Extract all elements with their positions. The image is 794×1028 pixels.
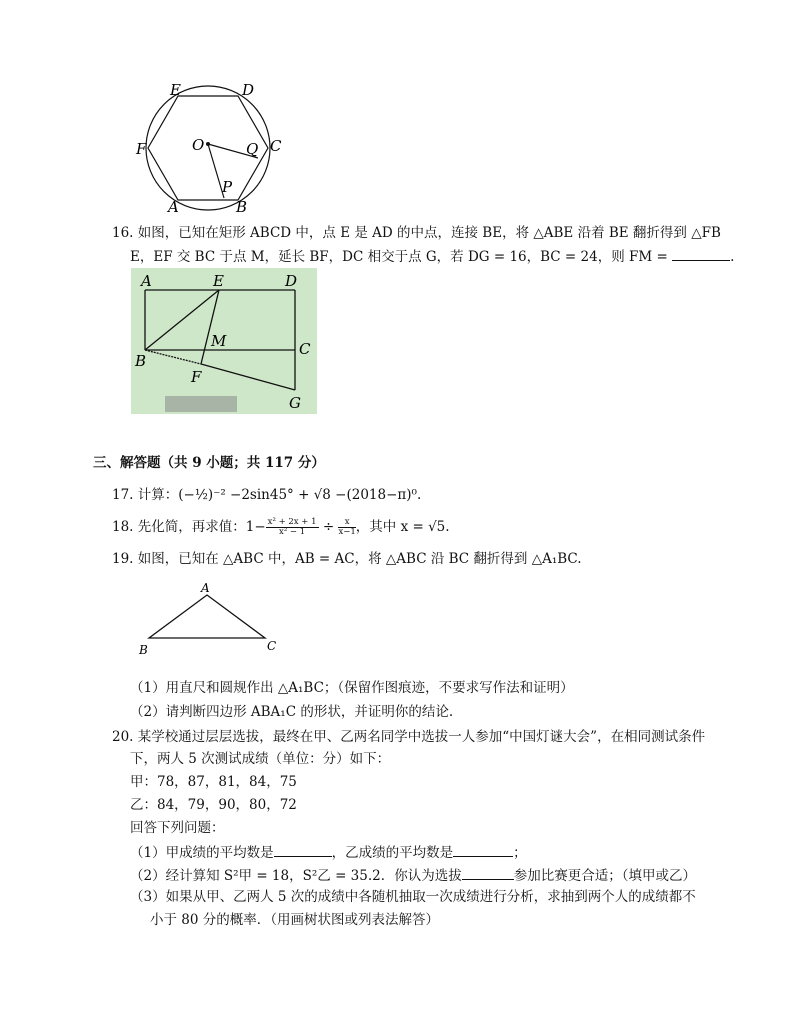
label-o: O bbox=[192, 136, 205, 154]
q18-post: ，其中 x = √5. bbox=[355, 519, 450, 535]
q20-part1-a: （1）甲成绩的平均数是 bbox=[130, 845, 274, 861]
hexagon-circle-figure bbox=[130, 78, 300, 218]
section-3-title: 三、解答题（共 9 小题；共 117 分） bbox=[93, 455, 325, 471]
q16-line2-end: . bbox=[730, 249, 735, 265]
label-c: C bbox=[267, 639, 277, 653]
label-q: Q bbox=[246, 140, 259, 158]
q20-choice-blank[interactable] bbox=[462, 865, 514, 880]
q18-frac1-num: x² + 2x + 1 bbox=[267, 517, 317, 527]
label-a: A bbox=[141, 272, 152, 290]
q20-jia-scores: 甲：78，87，81，84，75 bbox=[130, 774, 297, 790]
label-c: C bbox=[270, 137, 282, 155]
q20-part3-line2: 小于 80 分的概率．（用画树状图或列表法解答） bbox=[150, 912, 440, 928]
q20-yi-mean-blank[interactable] bbox=[453, 842, 513, 857]
q20-part1-b: ，乙成绩的平均数是 bbox=[331, 845, 454, 861]
q18-div: ÷ bbox=[322, 519, 335, 535]
label-d: D bbox=[242, 81, 255, 99]
q19-text: 19. 如图，已知在 △ABC 中，AB = AC，将 △ABC 沿 BC 翻折得到 △A₁BC. bbox=[112, 551, 582, 567]
point-o bbox=[206, 142, 210, 146]
label-d: D bbox=[285, 272, 298, 290]
label-f: F bbox=[136, 140, 147, 158]
label-e: E bbox=[170, 81, 181, 99]
q20-line1: 20. 某学校通过层层选拔，最终在甲、乙两名同学中选拔一人参加“中国灯谜大会”，在相同测试条件 bbox=[112, 729, 706, 745]
q20-part3-line1: （3）如果从甲、乙两人 5 次的成绩中各随机抽取一次成绩进行分析，求抽到两个人的成绩都不 bbox=[130, 889, 696, 905]
q19-part1: （1）用直尺和圆规作出 △A₁BC；（保留作图痕迹，不要求写作法和证明） bbox=[130, 680, 574, 696]
q18-frac1 bbox=[266, 518, 319, 537]
q18-frac1-den: x² − 1 bbox=[279, 527, 306, 537]
q16-line1: 16. 如图，已知在矩形 ABCD 中，点 E 是 AD 的中点，连接 BE，将 △ABE 沿着 BE 翻折得到 △FB bbox=[112, 225, 721, 241]
blurred-watermark bbox=[165, 396, 237, 412]
q20-line2: 下，两人 5 次测试成绩（单位：分）如下： bbox=[130, 751, 391, 767]
label-a: A bbox=[168, 198, 179, 216]
q18-pre: 18. 先化简，再求值：1− bbox=[112, 519, 266, 535]
q17-text: 17. 计算：(−½)⁻² −2sin45° + √8 −(2018−π)⁰. bbox=[112, 487, 422, 503]
label-f: F bbox=[191, 368, 202, 386]
q18-frac2-den: x−1 bbox=[338, 527, 356, 537]
q20-part1 bbox=[130, 842, 527, 862]
triangle-figure bbox=[135, 580, 295, 660]
label-b: B bbox=[236, 198, 248, 216]
q16-line2-text: E，EF 交 BC 于点 M，延长 BF，DC 相交于点 G，若 DG = 16，BC = 24，则 FM = bbox=[130, 249, 668, 265]
q20-part2-b: 参加比赛更合适；（填甲或乙） bbox=[513, 868, 696, 884]
q18-frac2 bbox=[338, 518, 355, 537]
q20-jia-mean-blank[interactable] bbox=[274, 842, 332, 857]
label-m: M bbox=[211, 332, 227, 350]
label-g: G bbox=[289, 394, 301, 412]
q20-part2 bbox=[130, 865, 696, 885]
q18-text bbox=[112, 518, 450, 537]
q20-yi-scores: 乙：84，79，90，80，72 bbox=[130, 797, 297, 813]
q20-part2-a: （2）经计算知 S²甲 = 18，S²乙 = 35.2．你认为选拔 bbox=[130, 868, 462, 884]
label-a: A bbox=[201, 581, 210, 595]
label-e: E bbox=[213, 272, 224, 290]
q18-frac2-num: x bbox=[338, 518, 355, 528]
q16-line2 bbox=[130, 246, 734, 266]
q19-part2: （2）请判断四边形 ABA₁C 的形状，并证明你的结论. bbox=[130, 704, 454, 720]
label-b: B bbox=[135, 352, 147, 370]
label-c: C bbox=[299, 340, 311, 358]
q20-part1-c: ； bbox=[513, 845, 527, 861]
label-p: P bbox=[222, 178, 233, 196]
rectangle-fold-figure bbox=[131, 268, 317, 414]
q20-answer-intro: 回答下列问题： bbox=[130, 820, 225, 836]
q16-answer-blank[interactable] bbox=[672, 246, 730, 261]
label-b: B bbox=[139, 643, 148, 657]
